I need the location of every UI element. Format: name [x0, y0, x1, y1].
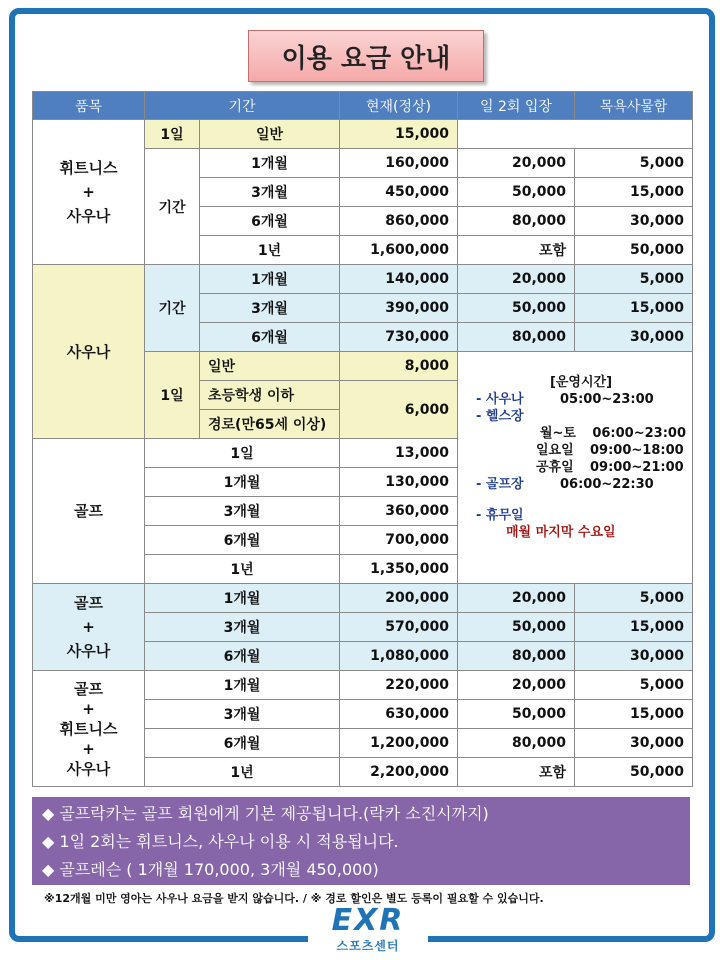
- table-row: 1년 2,200,000 포함 50,000: [33, 758, 693, 787]
- page-title: 이용 요금 안내: [248, 30, 484, 82]
- table-row: 경로(만65세 이상): [33, 410, 693, 439]
- category-golf-fitness-sauna: 골프 + 휘트니스 + 사우나: [33, 671, 145, 787]
- table-row: 6개월 860,000 80,000 30,000: [33, 207, 693, 236]
- operating-hours: [운영시간] - 사우나 05:00~23:00 - 헬스장 월~토 06:00~23:00 일요일 09:00~18:00 공휴일 09:00~21:00 - 골프장 06:00~22:30 - 휴무일 매월 마지막 수요일: [458, 352, 693, 584]
- table-row: 골프 1일 13,000: [33, 439, 693, 468]
- table-row: 1일 일반 8,000 [운영시간] - 사우나 05:00~23:00 - 헬스장 월~토 06:00~23:00 일요일 09:00~18:00 공휴일 09:00~21:00 - 골프장 06:00~22:30 - 휴무일 매월 마지막 수요일: [33, 352, 693, 381]
- logo-subtitle: 스포츠센터: [336, 939, 400, 953]
- table-row: 골프 + 사우나 1개월 200,000 20,000 5,000: [33, 584, 693, 613]
- table-row: 6개월 700,000: [33, 526, 693, 555]
- note-line: ◆ 1일 2회는 휘트니스, 사우나 이용 시 적용됩니다.: [42, 832, 399, 851]
- table-row: 초등학생 이하 6,000: [33, 381, 693, 410]
- table-row: 골프 + 휘트니스 + 사우나 1개월 220,000 20,000 5,000: [33, 671, 693, 700]
- table-row: 기간 1개월 160,000 20,000 5,000: [33, 149, 693, 178]
- note-line: ◆ 골프레슨 ( 1개월 170,000, 3개월 450,000): [42, 860, 379, 879]
- table-row: 1년 1,350,000: [33, 555, 693, 584]
- table-row: 6개월 1,200,000 80,000 30,000: [33, 729, 693, 758]
- header-twice: 일 2회 입장: [458, 92, 575, 120]
- header-price: 현재(정상): [340, 92, 458, 120]
- table-row: 3개월 450,000 50,000 15,000: [33, 178, 693, 207]
- table-row: 1년 1,600,000 포함 50,000: [33, 236, 693, 265]
- table-row: 6개월 730,000 80,000 30,000: [33, 323, 693, 352]
- category-sauna: 사우나: [33, 265, 145, 439]
- table-row: 1개월 130,000: [33, 468, 693, 497]
- table-row: 휘트니스 + 사우나 1일 일반 15,000: [33, 120, 693, 149]
- header-period: 기간: [145, 92, 340, 120]
- note-line: ◆ 골프락카는 골프 회원에게 기본 제공됩니다.(락카 소진시까지): [42, 804, 489, 823]
- header-locker: 목욕사물함: [575, 92, 693, 120]
- notes-box: [32, 797, 690, 885]
- table-row: 3개월 360,000: [33, 497, 693, 526]
- table-row: 3개월 630,000 50,000 15,000: [33, 700, 693, 729]
- exr-logo: [308, 905, 428, 960]
- category-golf-sauna: 골프 + 사우나: [33, 584, 145, 671]
- footnote: ※12개월 미만 영아는 사우나 요금을 받지 않습니다. / ※ 경로 할인은 별도 등록이 필요할 수 있습니다.: [44, 892, 544, 905]
- category-golf: 골프: [33, 439, 145, 584]
- category-fitness-sauna: 휘트니스 + 사우나: [33, 120, 145, 265]
- table-row: 사우나 기간 1개월 140,000 20,000 5,000: [33, 265, 693, 294]
- table-row: 3개월 390,000 50,000 15,000: [33, 294, 693, 323]
- table-header-row: [33, 92, 693, 120]
- table-row: 6개월 1,080,000 80,000 30,000: [33, 642, 693, 671]
- table-row: 3개월 570,000 50,000 15,000: [33, 613, 693, 642]
- header-item: 품목: [33, 92, 145, 120]
- price-table: [32, 91, 693, 787]
- logo-mark: EXR: [331, 903, 405, 938]
